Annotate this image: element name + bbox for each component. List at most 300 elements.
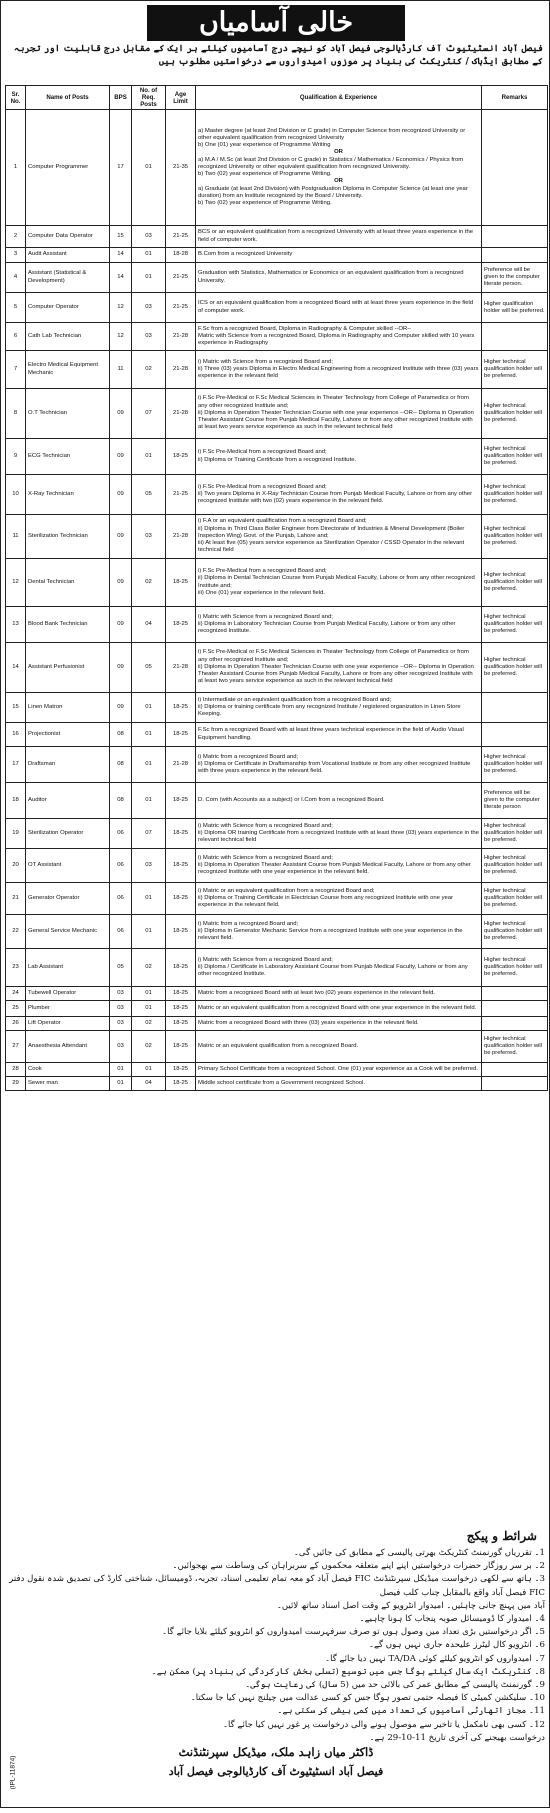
row-posts: 07 — [132, 389, 166, 439]
row-qualification — [196, 915, 482, 949]
row-age: 18-25 — [166, 915, 196, 949]
row-posts: 01 — [132, 783, 166, 819]
table-row — [6, 475, 548, 515]
row-posts: 03 — [132, 849, 166, 883]
row-qualification — [196, 226, 482, 248]
row-bps: 14 — [110, 263, 132, 293]
qualification-line: i) Matric with Science from a recognized Board and; — [198, 822, 333, 829]
row-bps: 09 — [110, 559, 132, 607]
table-row — [6, 1077, 548, 1091]
row-posts: 01 — [132, 693, 166, 723]
qualification-line: iii) One (01) year experience in the relevant field. — [198, 589, 326, 596]
row-post-name: Sewer man — [26, 1077, 110, 1091]
qualification-line: i) F.A or an equivalent qualification from a recognized Board and; — [198, 518, 367, 525]
row-remarks: Higher technical qualification holder will be preferred. — [482, 439, 548, 475]
row-age: 21-25 — [166, 293, 196, 323]
table-row — [6, 559, 548, 607]
row-posts: 01 — [132, 987, 166, 1001]
qualification-line: Graduation with Statistics, Mathematics or Economics or an equivalent qualification from a recognized University. — [198, 270, 464, 284]
condition-item: 6۔ انٹرویو کال لیٹرز علیحدہ جاری نہیں ہوں گے۔ — [368, 1640, 545, 1651]
row-qualification — [196, 849, 482, 883]
row-sr: 22 — [6, 915, 26, 949]
row-remarks — [482, 248, 548, 263]
table-row — [6, 987, 548, 1001]
table-row — [6, 747, 548, 783]
row-remarks: Higher technical qualification holder will be preferred. — [482, 1031, 548, 1063]
row-posts: 01 — [132, 723, 166, 747]
row-sr: 12 — [6, 559, 26, 607]
qualification-line: ii) Diploma or Certificate in Draftsmanship from Vocational Institute or from any other recognized Institute with three years experience in the relevant field. — [198, 760, 471, 775]
condition-item: 11۔ مجاز اتھارٹی آسامیوں کی تعداد میں کمی بیشی کر سکتی ہے۔ — [277, 1706, 545, 1717]
row-qualification — [196, 1031, 482, 1063]
row-sr: 6 — [6, 323, 26, 351]
qualification-line: Matric or an equivalent qualification from a recognized Board with one year experience in the relevant field. — [198, 1004, 477, 1011]
intro-text: فیصل آباد انسٹیٹیوٹ آف کارڈیالوجی فیصل آباد کو نیچے درج آسامیوں کیلئے ہر ایک کے مقابل درج قابلیت اور تجربہ کے مطابق ایڈہاک / کنٹریکٹ کی بنیاد پر موزوں امیدواروں سے درخواستیں مطلوب ہیں — [13, 43, 543, 67]
table-row — [6, 883, 548, 915]
qualification-line: ii) Diploma / Certificate in Laboratory Assistant Course from Punjab Medical Faculty, Lahore or from any other recognized Institute. — [198, 963, 468, 978]
row-posts: 02 — [132, 559, 166, 607]
row-post-name: General Service Mechanic — [26, 915, 110, 949]
row-qualification — [196, 389, 482, 439]
row-age: 21-25 — [166, 263, 196, 293]
row-post-name: Cook — [26, 1063, 110, 1077]
qualification-line: Matric with Science from a recognized Board, Diploma in Radiography and Computer skilled with 10 years experience in Radiography — [198, 332, 475, 347]
row-bps: 06 — [110, 915, 132, 949]
row-age: 18-25 — [166, 949, 196, 987]
row-post-name: OT Assistant — [26, 849, 110, 883]
qualification-line: B.Com from a recognized University — [198, 251, 293, 258]
table-row — [6, 1017, 548, 1031]
table-row — [6, 783, 548, 819]
table-row — [6, 263, 548, 293]
qualification-line: ii) Diploma in Operation Theater Technician Course with one year experience --OR-- Diploma in Operation Theater Assistant Course from Punjab Medical Faculty, Lahore or from any other recognized Institute with at least two years service experience as such in the relevant technical field — [198, 663, 474, 685]
row-posts: 01 — [132, 110, 166, 226]
qualification-line: i) F.Sc Pre-Medical from a recognized Board and; — [198, 568, 327, 575]
row-qualification — [196, 643, 482, 693]
row-remarks: Higher technical qualification holder will be preferred. — [482, 747, 548, 783]
row-remarks — [482, 1063, 548, 1077]
table-row — [6, 439, 548, 475]
qualification-line: Matric from a recognized Board with three (03) years experience in the relevant field. — [198, 1019, 419, 1026]
row-remarks: Higher technical qualification holder will be preferred. — [482, 607, 548, 643]
qualification-line: i) F.Sc Pre-Medical from a recognized Board and; — [198, 449, 327, 456]
row-sr: 19 — [6, 819, 26, 849]
qualification-line: ii) Two years Diploma in X-Ray Technician Course from Punjab Medical Faculty, Lahore or from any other recognized Institute with two (02) years experience in the relevant field. — [198, 490, 473, 505]
row-bps: 01 — [110, 1077, 132, 1091]
row-remarks: Higher technical qualification holder will be preferred. — [482, 389, 548, 439]
row-bps: 05 — [110, 949, 132, 987]
row-sr: 24 — [6, 987, 26, 1001]
vacancies-table — [5, 85, 548, 1091]
row-bps: 09 — [110, 693, 132, 723]
row-qualification — [196, 693, 482, 723]
row-post-name: Blood Bank Technician — [26, 607, 110, 643]
table-row — [6, 323, 548, 351]
qualification-line: ii) Diploma in Laboratory Technician Course from Punjab Medical Faculty, Lahore or from any other recognized Institute. — [198, 620, 456, 635]
table-row — [6, 915, 548, 949]
row-post-name: Computer Programmer — [26, 110, 110, 226]
qualification-line: F.Sc from a recognized Board with at least three years technical experience in the field of Audio Visual Equipment handling. — [198, 727, 464, 741]
row-age: 21-28 — [166, 351, 196, 389]
qualification-line: ii) Diploma or Training Certificate from a recognized Institute. — [198, 456, 357, 463]
qualification-line: i) Matric with Science from a recognized Board and; — [198, 358, 333, 365]
row-sr: 21 — [6, 883, 26, 915]
row-remarks — [482, 1077, 548, 1091]
table-row — [6, 1063, 548, 1077]
row-sr: 26 — [6, 1017, 26, 1031]
row-age: 18-25 — [166, 559, 196, 607]
table-header-row — [6, 86, 548, 110]
qualification-line: i) F.Sc Pre-Medical or F.Sc Medical Sciences in Theater Technology from College of Paramedics or from any other recognized Institute and; — [198, 395, 469, 409]
row-remarks: Higher technical qualification holder will be preferred. — [482, 883, 548, 915]
qualification-line: BCS or an equivalent qualification from a recognized University with at least three years experience in the field of computer work. — [198, 229, 474, 243]
row-sr: 20 — [6, 849, 26, 883]
table-row — [6, 607, 548, 643]
table-row — [6, 819, 548, 849]
row-posts: 01 — [132, 1063, 166, 1077]
row-remarks — [482, 1017, 548, 1031]
row-bps: 06 — [110, 883, 132, 915]
row-qualification — [196, 723, 482, 747]
qualification-line: Matric or an equivalent qualification from a recognized Board. — [198, 1042, 359, 1049]
row-post-name: Plumber — [26, 1001, 110, 1017]
row-sr: 23 — [6, 949, 26, 987]
row-age: 21-28 — [166, 515, 196, 559]
row-remarks: Higher qualification holder will be preferred. — [482, 293, 548, 323]
row-post-name: Anaesthesia Attendant — [26, 1031, 110, 1063]
row-remarks — [482, 1001, 548, 1017]
row-posts: 01 — [132, 1001, 166, 1017]
condition-item: 1۔ تقرریاں گورنمنٹ کنٹریکٹ بھرتی پالیسی کے مطابق کی جائیں گی۔ — [293, 1548, 545, 1558]
row-post-name: ECG Technician — [26, 439, 110, 475]
table-row — [6, 515, 548, 559]
condition-item: درخواست بھیجنے کی آخری تاریخ 11-10-29 ہے۔ — [369, 1732, 545, 1743]
row-bps: 17 — [110, 110, 132, 226]
header-name: Name of Posts — [26, 86, 110, 110]
row-qualification — [196, 263, 482, 293]
row-remarks: Higher technical qualification holder will be preferred. — [482, 559, 548, 607]
row-remarks — [482, 987, 548, 1001]
table-row — [6, 643, 548, 693]
row-age: 18-25 — [166, 819, 196, 849]
row-sr: 9 — [6, 439, 26, 475]
row-age: 18-25 — [166, 439, 196, 475]
qualification-line: i) Matric from a recognized Board and; — [198, 753, 299, 760]
qualification-line: b) Two (02) year experience of Programme Writing. — [198, 199, 332, 206]
row-posts: 07 — [132, 819, 166, 849]
row-bps: 09 — [110, 643, 132, 693]
qualification-line: ii) Diploma in Operation Theater Technician Course with one year experience --OR-- Diploma in Operation Theater Assistant Course from Punjab Medical Faculty, Lahore or from any other recognized Institute with at least two years service experience as such in the relevant technical field — [198, 409, 474, 431]
row-remarks — [482, 693, 548, 723]
row-sr: 17 — [6, 747, 26, 783]
table-row — [6, 389, 548, 439]
row-age: 18-25 — [166, 883, 196, 915]
row-posts: 05 — [132, 475, 166, 515]
qualification-line: i) F.Sc Pre-Medical or F.Sc Medical Sciences in Theater Technology from College of Paramedics or from any other recognized Institute and; — [198, 649, 469, 663]
signature-name: ڈاکٹر میاں زاہد ملک، میڈیکل سپرنٹنڈنٹ — [178, 1745, 374, 1759]
row-posts: 01 — [132, 248, 166, 263]
row-sr: 2 — [6, 226, 26, 248]
row-post-name: Draftsman — [26, 747, 110, 783]
qualification-line: i) Matric with Science from a recognized Board and; — [198, 613, 333, 620]
row-remarks: Higher technical qualification holder will be preferred. — [482, 819, 548, 849]
condition-item: 10۔ سلیکشن کمیٹی کا فیصلہ حتمی تصور ہوگا جس کو کسی عدالت میں چیلنج نہیں کیا جا سکتا۔ — [190, 1693, 545, 1704]
condition-item: 7۔ امیدواروں کو انٹرویو کیلئے کوئی TA/DA نہیں دیا جائے گا۔ — [325, 1653, 545, 1664]
row-post-name: Audit Assistant — [26, 248, 110, 263]
row-post-name: Linen Matron — [26, 693, 110, 723]
row-bps: 15 — [110, 226, 132, 248]
conditions-list — [7, 1547, 545, 1743]
row-age: 21-25 — [166, 475, 196, 515]
row-qualification — [196, 110, 482, 226]
condition-item: 8۔ کنٹریکٹ ایک سال کیلئے ہوگا جس میں توسیع (تسلی بخش کارکردگی کی بنیاد پر) ممکن ہے۔ — [151, 1666, 545, 1677]
row-posts: 03 — [132, 293, 166, 323]
row-post-name: Lift Operator — [26, 1017, 110, 1031]
header-qualification: Qualification & Experience — [196, 86, 482, 110]
row-remarks — [482, 323, 548, 351]
row-age: 21-35 — [166, 110, 196, 226]
table-body — [6, 110, 548, 1091]
row-qualification — [196, 293, 482, 323]
row-bps: 08 — [110, 723, 132, 747]
table-row — [6, 949, 548, 987]
table-row — [6, 723, 548, 747]
row-remarks: Higher technical qualification holder will be preferred. — [482, 643, 548, 693]
condition-item: 12۔ کسی بھی نامکمل یا تاخیر سے موصول ہونے والی درخواست پر غور نہیں کیا جائے گا۔ — [222, 1719, 545, 1730]
row-qualification — [196, 607, 482, 643]
row-age: 18-25 — [166, 1063, 196, 1077]
row-post-name: Projectionist — [26, 723, 110, 747]
row-remarks: Preference will be given to the computer literate person. — [482, 263, 548, 293]
row-age: 18-25 — [166, 1017, 196, 1031]
row-post-name: Assistant Perfusionist — [26, 643, 110, 693]
row-posts: 02 — [132, 1031, 166, 1063]
qualification-line: ii) Diploma OR training Certificate from a recognized Institute with at least three (03) years experience in the relevant technical field — [198, 829, 479, 844]
row-bps: 14 — [110, 248, 132, 263]
signature-organization: فیصل آباد انسٹیٹیوٹ آف کارڈیالوجی فیصل آباد — [168, 1765, 384, 1778]
row-posts: 02 — [132, 351, 166, 389]
row-qualification — [196, 559, 482, 607]
conditions-heading: شرائط و پیکج — [466, 1529, 537, 1543]
qualification-line: b) Two (02) year experience of Programme Writing. — [198, 171, 332, 178]
row-posts: 05 — [132, 643, 166, 693]
row-qualification — [196, 515, 482, 559]
table-row — [6, 1031, 548, 1063]
row-age: 21-28 — [166, 323, 196, 351]
row-posts: 01 — [132, 883, 166, 915]
qualification-line: i) Matric from a recognized Board and; — [198, 920, 299, 927]
row-post-name: Generator Operator — [26, 883, 110, 915]
table-row — [6, 110, 548, 226]
row-qualification — [196, 475, 482, 515]
qualification-line: a) Graduate (at least 2nd Division) with Postgraduation Diploma in Computer Science (at least one year duration) from an Institute recognized by the Board / University. — [198, 185, 468, 199]
qualification-line: Matric from a recognized Board with at least two (02) years experience in the relevant field. — [198, 989, 436, 996]
condition-item: 2۔ بر سر روزگار حضرات درخواستیں اپنے اپنے متعلقہ محکموں کے سربراہان کی وساطت سے بھجوائیں۔ — [172, 1561, 545, 1572]
row-qualification — [196, 1063, 482, 1077]
row-age: 18-25 — [166, 693, 196, 723]
row-sr: 8 — [6, 389, 26, 439]
row-remarks — [482, 226, 548, 248]
table-row — [6, 1001, 548, 1017]
row-post-name: Lab Assistant — [26, 949, 110, 987]
table-row — [6, 351, 548, 389]
qualification-line: ii) Diploma in Operation Theater Assistant Course from Punjab Medical Faculty, Lahore or from any other recognized Institute with one year experience in the relevant field. — [198, 861, 471, 876]
row-bps: 12 — [110, 323, 132, 351]
row-qualification — [196, 747, 482, 783]
row-posts: 04 — [132, 607, 166, 643]
qualification-line: iii) At least five (05) years service experience as Sterilization Operator / CSSD Operator in the relevant technical field — [198, 540, 465, 554]
qualification-line: i) Intermediate or an equivalent qualification from a recognized Board and; — [198, 696, 392, 703]
row-bps: 09 — [110, 475, 132, 515]
row-bps: 08 — [110, 783, 132, 819]
qualification-line: ii) Diploma in Dental Technician Course from Punjab Medical Faculty, Lahore or from any other recognized Institute and; — [198, 575, 475, 589]
row-bps: 03 — [110, 1001, 132, 1017]
row-qualification — [196, 1077, 482, 1091]
condition-item: آباد میں پہنچ جانی چاہئیں۔ امیدوار انٹرویو کے وقت اصل اسناد ساتھ لائیں۔ — [276, 1600, 545, 1611]
row-sr: 25 — [6, 1001, 26, 1017]
row-age: 21-28 — [166, 643, 196, 693]
row-remarks: Higher technical qualification holder will be preferred. — [482, 515, 548, 559]
condition-item: 3۔ ہاتھ سے لکھی درخواست میڈیکل سپرنٹنڈنٹ FIC فیصل آباد کو معہ تمام تعلیمی اسناد، تجربہ، ڈومیسائل، شناختی کارڈ کی تصدیق شدہ نقول دفتر FIC فیصل آباد واقع بالمقابل چناب کلب فیصل — [9, 1574, 545, 1598]
row-bps: 03 — [110, 987, 132, 1001]
row-age: 18-25 — [166, 987, 196, 1001]
row-age: 18-25 — [166, 607, 196, 643]
row-post-name: Dental Technician — [26, 559, 110, 607]
row-bps: 09 — [110, 515, 132, 559]
qualification-line: Primary School Certificate from a recognized School. One (01) year experience as a Cook will be preferred. — [198, 1065, 478, 1072]
qualification-line: ii) Diploma in Generator Mechanic Service from a recognized Institute with one year experience in the relevant field. — [198, 927, 463, 942]
header-sr: Sr. No. — [6, 86, 26, 110]
row-sr: 28 — [6, 1063, 26, 1077]
row-post-name: Assistant (Statistical & Development) — [26, 263, 110, 293]
row-post-name: Tubewell Operator — [26, 987, 110, 1001]
row-bps: 11 — [110, 351, 132, 389]
table-row — [6, 293, 548, 323]
row-remarks: Preference will be given to the computer literate person — [482, 783, 548, 819]
condition-item: 5۔ اگر درخواستیں بڑی تعداد میں وصول ہوں تو صرف سرفہرست امیدواروں کو انٹرویو کیلئے بلایا جائے گا۔ — [162, 1627, 545, 1638]
row-bps: 03 — [110, 1031, 132, 1063]
row-bps: 12 — [110, 293, 132, 323]
condition-item: 4۔ امیدوار کا ڈومیسائل صوبہ پنجاب کا ہونا چاہیے۔ — [359, 1614, 545, 1625]
header-posts: No. of Req. Posts — [132, 86, 166, 110]
row-remarks: Higher technical qualification holder will be preferred. — [482, 949, 548, 987]
condition-item: 9۔ گورنمنٹ پالیسی کے مطابق عمر کی بالائی حد میں (5 سال) کی رعایت ہوگی۔ — [245, 1680, 545, 1691]
row-post-name: Auditor — [26, 783, 110, 819]
row-age: 21-28 — [166, 747, 196, 783]
row-sr: 11 — [6, 515, 26, 559]
row-post-name: Sterilization Operator — [26, 819, 110, 849]
qualification-line: i) Matric or an equivalent qualification from a recognized Board and; — [198, 887, 375, 894]
qualification-line: a) Master degree (at least 2nd Division or C grade) in Computer Science from recognized University or other equivalent qualification from recognized University — [198, 127, 466, 142]
row-posts: 01 — [132, 263, 166, 293]
qualification-line: a) M.A / M.Sc (at least 2nd Division or C grade) in Statistics / Mathematics / Economics / Physics from recognized University or other equivalent qualification from recognized University. — [198, 156, 464, 170]
row-qualification — [196, 1017, 482, 1031]
row-qualification — [196, 1001, 482, 1017]
row-bps: 09 — [110, 439, 132, 475]
row-posts: 03 — [132, 226, 166, 248]
qualification-line: i) F.Sc Pre-Medical from a recognized Board and; — [198, 483, 327, 490]
header-age: Age Limit — [166, 86, 196, 110]
row-sr: 29 — [6, 1077, 26, 1091]
row-post-name: Computer Operator — [26, 293, 110, 323]
row-remarks — [482, 723, 548, 747]
row-bps: 03 — [110, 1017, 132, 1031]
row-sr: 3 — [6, 248, 26, 263]
row-sr: 4 — [6, 263, 26, 293]
row-posts: 01 — [132, 915, 166, 949]
row-qualification — [196, 783, 482, 819]
row-bps: 06 — [110, 849, 132, 883]
row-qualification — [196, 883, 482, 915]
row-bps: 09 — [110, 389, 132, 439]
row-sr: 1 — [6, 110, 26, 226]
row-age: 18-25 — [166, 723, 196, 747]
row-sr: 10 — [6, 475, 26, 515]
row-remarks: Higher technical qualification holder will be preferred. — [482, 475, 548, 515]
ipl-code: (IPL-11874) — [9, 1755, 17, 1790]
row-post-name: O.T Technician — [26, 389, 110, 439]
row-posts: 03 — [132, 515, 166, 559]
qualification-line: i) Matric with Science from a recognized Board and; — [198, 956, 333, 963]
row-sr: 7 — [6, 351, 26, 389]
header-bps: BPS — [110, 86, 132, 110]
row-sr: 18 — [6, 783, 26, 819]
qualification-line: D. Com (with Accounts as a subject) or I.Com from a recognized Board. — [198, 796, 385, 803]
row-qualification — [196, 323, 482, 351]
row-remarks: Higher technical qualification holder will be preferred. — [482, 351, 548, 389]
row-bps: 06 — [110, 819, 132, 849]
row-bps: 01 — [110, 1063, 132, 1077]
row-posts: 04 — [132, 1077, 166, 1091]
row-remarks — [482, 110, 548, 226]
row-qualification — [196, 949, 482, 987]
row-age: 21-25 — [166, 226, 196, 248]
row-posts: 02 — [132, 1017, 166, 1031]
qualification-line: ii) Diploma or training certificate from any recognized Institute / registered organization in Linen Store Keeping. — [198, 703, 461, 718]
row-sr: 14 — [6, 643, 26, 693]
row-age: 18-25 — [166, 849, 196, 883]
row-posts: 01 — [132, 439, 166, 475]
row-sr: 13 — [6, 607, 26, 643]
qualification-line: Middle school certificate from a Government recognized School. — [198, 1079, 365, 1086]
row-qualification — [196, 819, 482, 849]
qualification-line: ii) Three (03) years Diploma in Electro Medical Engineering from a recognized Institute with three (03) years experience in the relevant field — [198, 365, 479, 380]
row-post-name: Cath Lab Technician — [26, 323, 110, 351]
row-remarks: Higher technical qualification holder will be preferred. — [482, 915, 548, 949]
row-age: 21-28 — [166, 389, 196, 439]
row-posts: 02 — [132, 949, 166, 987]
table-row — [6, 226, 548, 248]
row-posts: 03 — [132, 323, 166, 351]
qualification-line: i) Matric with Science from a recognized Board and; — [198, 854, 333, 861]
row-age: 18-25 — [166, 783, 196, 819]
row-sr: 16 — [6, 723, 26, 747]
row-post-name: X-Ray Technician — [26, 475, 110, 515]
row-qualification — [196, 248, 482, 263]
table-row — [6, 849, 548, 883]
row-sr: 5 — [6, 293, 26, 323]
row-post-name: Sterilization Technician — [26, 515, 110, 559]
qualification-line: OR — [334, 149, 343, 156]
qualification-line: b) One (01) year experience of Programme Writing — [198, 142, 331, 149]
row-age: 18-25 — [166, 1077, 196, 1091]
row-bps: 09 — [110, 607, 132, 643]
row-bps: 08 — [110, 747, 132, 783]
qualification-line: ICS or an equivalent qualification from a recognized Board with at least three years experience in the field of computer work. — [198, 300, 474, 314]
row-qualification — [196, 987, 482, 1001]
table-row — [6, 248, 548, 263]
row-posts: 01 — [132, 747, 166, 783]
